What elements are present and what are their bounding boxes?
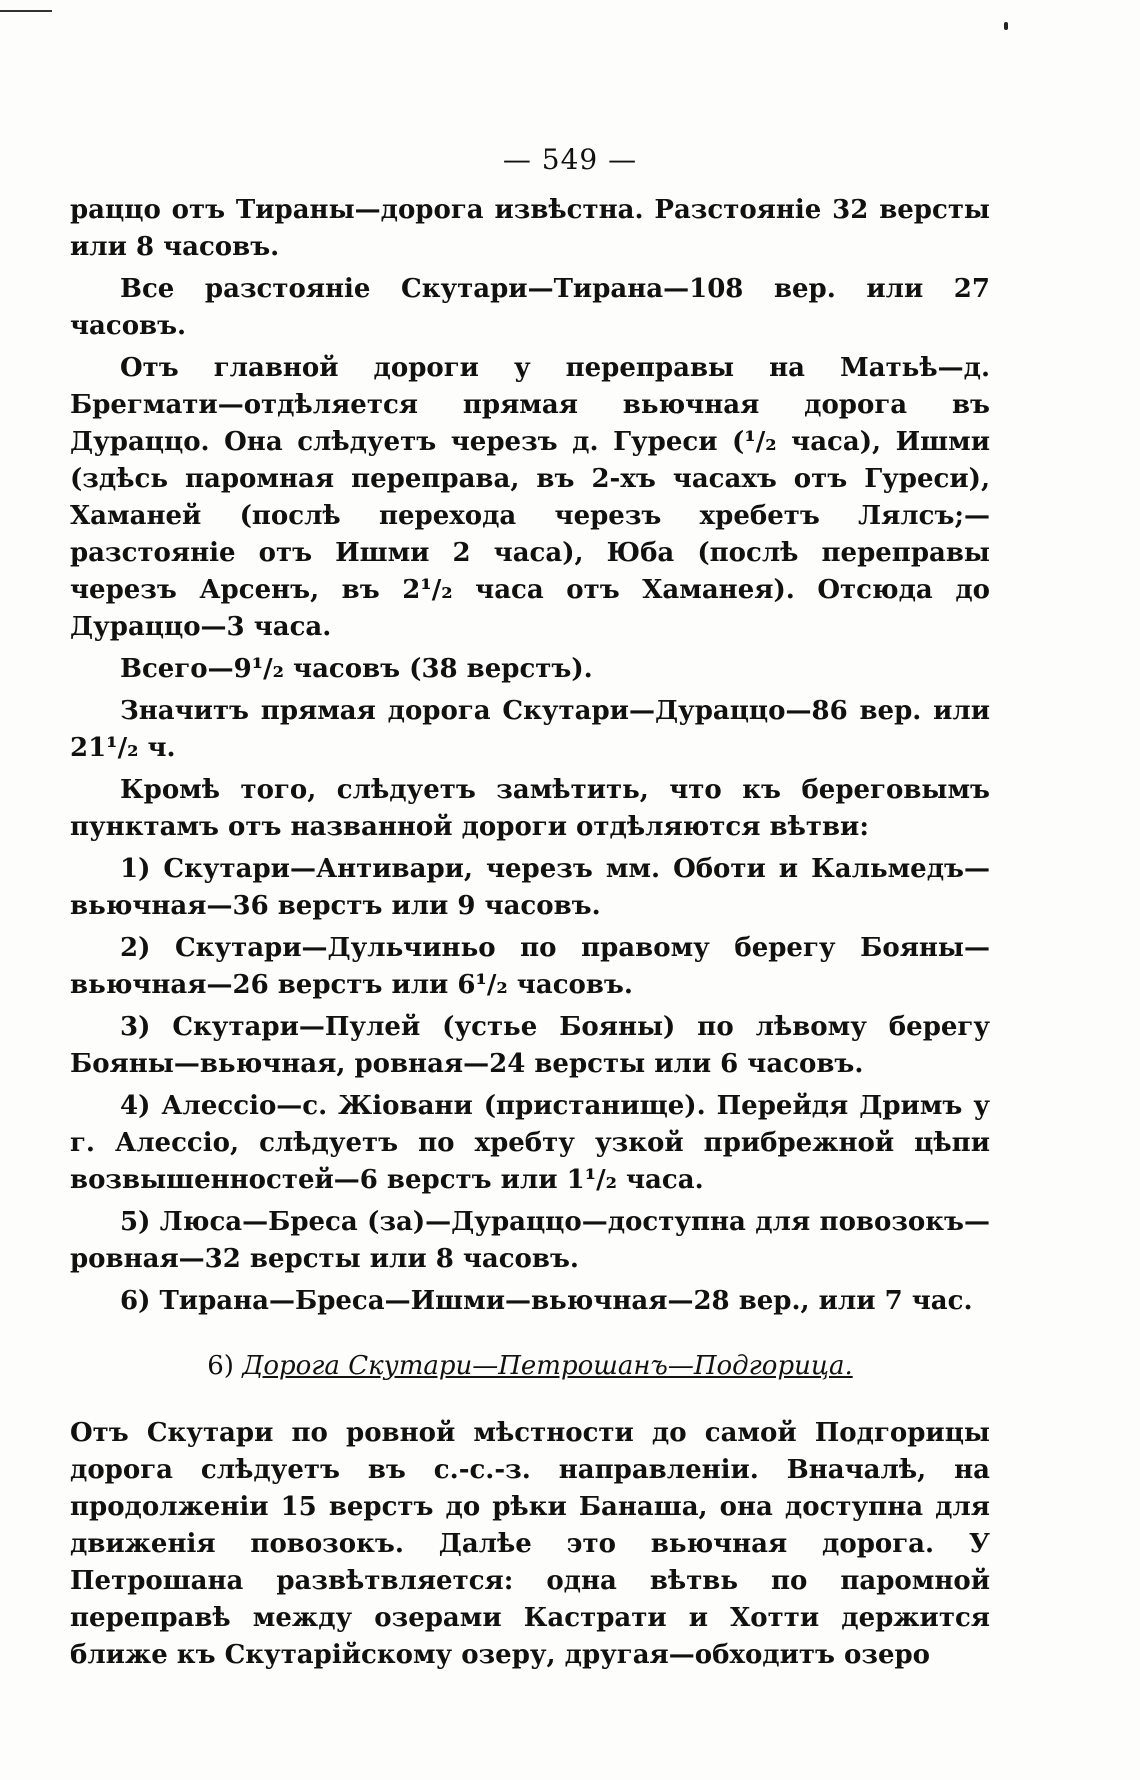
page-body: [70, 192, 990, 1679]
section-title: Дорога Скутари—Петрошанъ—Подгорица.: [242, 1351, 853, 1381]
paragraph-4: Значитъ прямая дорога Скутари—Дураццо—86 вер. или 21¹/₂ ч.: [70, 696, 990, 763]
list-item-3: 3) Скутари—Пулей (устье Бояны) по лѣвому берегу Бояны—вьючная, ровная—24 версты или 6 часовъ.: [70, 1012, 990, 1079]
paragraph-12: Отъ Скутари по ровной мѣстности до самой Подгорицы дорога слѣдуетъ въ с.-с.-з. направленіи. Вначалѣ, на продолженіи 15 верстъ до рѣки Банаша, она доступна для движенія повозокъ. Далѣе это вьючная дорога. У Петрошана развѣтвляется: одна вѣтвь по паромной переправѣ между озерами Кастрати и Хотти держится ближе къ Скутарійскому озеру, другая—обходитъ озеро: [70, 1418, 990, 1670]
top-left-rule: [0, 10, 52, 12]
list-item-2: 2) Скутари—Дульчиньо по правому берегу Бояны—вьючная—26 верстъ или 6¹/₂ часовъ.: [70, 933, 990, 1000]
paragraph-2: Отъ главной дороги у переправы на Матьѣ—д. Брегмати—отдѣляется прямая вьючная дорога въ Дураццо. Она слѣдуетъ черезъ д. Гуреси (¹/₂ часа), Ишми (здѣсь паромная переправа, въ 2-хъ часахъ отъ Гуреси), Хаманей (послѣ перехода черезъ хребетъ Лялсъ;—разстояніе отъ Ишми 2 часа), Юба (послѣ переправы черезъ Арсенъ, въ 2¹/₂ часа отъ Хаманея). Отсюда до Дураццо—3 часа.: [70, 353, 990, 642]
section-heading: [70, 1348, 990, 1385]
paragraph-3: Всего—9¹/₂ часовъ (38 верстъ).: [120, 654, 593, 684]
ink-mark: [1004, 22, 1008, 30]
paragraph-1: Все разстояніе Скутари—Тирана—108 вер. или 27 часовъ.: [70, 274, 990, 341]
list-item-1: 1) Скутари—Антивари, черезъ мм. Оботи и Кальмедъ—вьючная—36 верстъ или 9 часовъ.: [70, 854, 990, 921]
section-number: 6): [207, 1351, 234, 1381]
paragraph-5: Кромѣ того, слѣдуетъ замѣтить, что къ береговымъ пунктамъ отъ названной дороги отдѣляются вѣтви:: [70, 775, 990, 842]
page-number: — 549 —: [502, 143, 638, 176]
list-item-6: 6) Тирана—Бреса—Ишми—вьючная—28 вер., или 7 час.: [120, 1286, 973, 1316]
paragraph-0: раццо отъ Тираны—дорога извѣстна. Разстояніе 32 версты или 8 часовъ.: [70, 195, 990, 262]
list-item-5: 5) Люса—Бреса (за)—Дураццо—доступна для повозокъ—ровная—32 версты или 8 часовъ.: [70, 1207, 990, 1274]
list-item-4: 4) Алессіо—с. Жіовани (пристанище). Перейдя Дримъ у г. Алессіо, слѣдуетъ по хребту узкой прибрежной цѣпи возвышенностей—6 верстъ или 1¹/₂ часа.: [70, 1091, 990, 1195]
